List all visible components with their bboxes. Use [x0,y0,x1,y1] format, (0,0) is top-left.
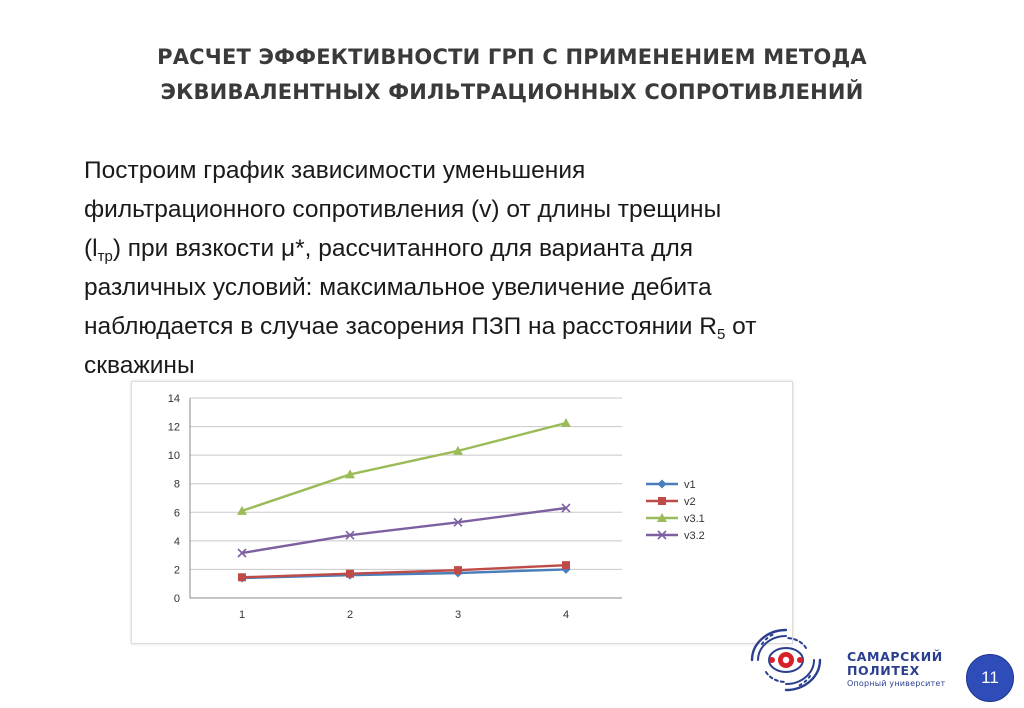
legend-label: v2 [684,496,696,508]
logo-subtitle: Опорный университет [847,679,946,688]
marker-square [454,566,462,574]
body-line-1: Построим график зависимости уменьшения [84,157,586,184]
body-line-4: различных условий: максимальное увеличение дебита [84,274,712,301]
logo-line-2: ПОЛИТЕХ [847,663,920,678]
marker-square [562,561,570,569]
series-line [242,423,566,511]
body-line-2: фильтрационного сопротивления (v) от длины трещины [84,196,722,223]
page-number-badge: 11 [966,654,1014,702]
chart-legend [646,479,705,542]
y-tick-label: 0 [173,593,180,605]
logo-line-1: САМАРСКИЙ [847,649,943,664]
marker-triangle [561,418,571,427]
y-tick-label: 4 [173,535,180,548]
legend-label: v1 [684,479,696,491]
marker-square [658,497,666,505]
series-v3-1 [237,418,571,515]
y-tick-label: 8 [173,478,180,491]
marker-diamond [658,480,667,489]
body-line-5 [84,307,964,346]
subscript-tr: тр [97,248,113,265]
x-tick-label: 3 [454,609,462,621]
body-line-3 [84,229,964,268]
y-tick-label: 2 [173,564,180,577]
line-chart [132,382,792,643]
body-paragraph [84,151,964,385]
body-line-5-start: наблюдается в случае засорения ПЗП на расстоянии R [84,313,717,340]
y-tick-label: 14 [167,393,180,405]
logo-text [847,650,945,689]
marker-square [238,573,246,581]
slide-title-line-2: ЭКВИВАЛЕНТНЫХ ФИЛЬТРАЦИОННЫХ СОПРОТИВЛЕНИЙ [160,80,864,104]
y-tick-label: 10 [167,450,180,463]
chart-frame [131,381,793,644]
y-tick-label: 12 [167,421,180,434]
subscript-5: 5 [717,326,726,343]
body-line-6: скважины [84,352,195,379]
x-tick-label: 4 [562,609,570,621]
x-tick-label: 2 [346,609,354,621]
x-tick-label: 1 [238,609,246,621]
marker-square [346,570,354,578]
y-tick-label: 6 [173,507,180,520]
slide-title-line-1: РАСЧЕТ ЭФФЕКТИВНОСТИ ГРП С ПРИМЕНЕНИЕМ МЕТОДА [157,45,867,69]
legend-label: v3.2 [684,530,705,542]
series-line [242,508,566,553]
body-line-3-end: ) при вязкости μ*, рассчитанного для варианта для [112,235,694,262]
legend-label: v3.1 [684,513,705,525]
body-line-3-start: (l [84,235,98,262]
slide-title [60,40,964,110]
body-line-5-end: от [725,313,757,340]
